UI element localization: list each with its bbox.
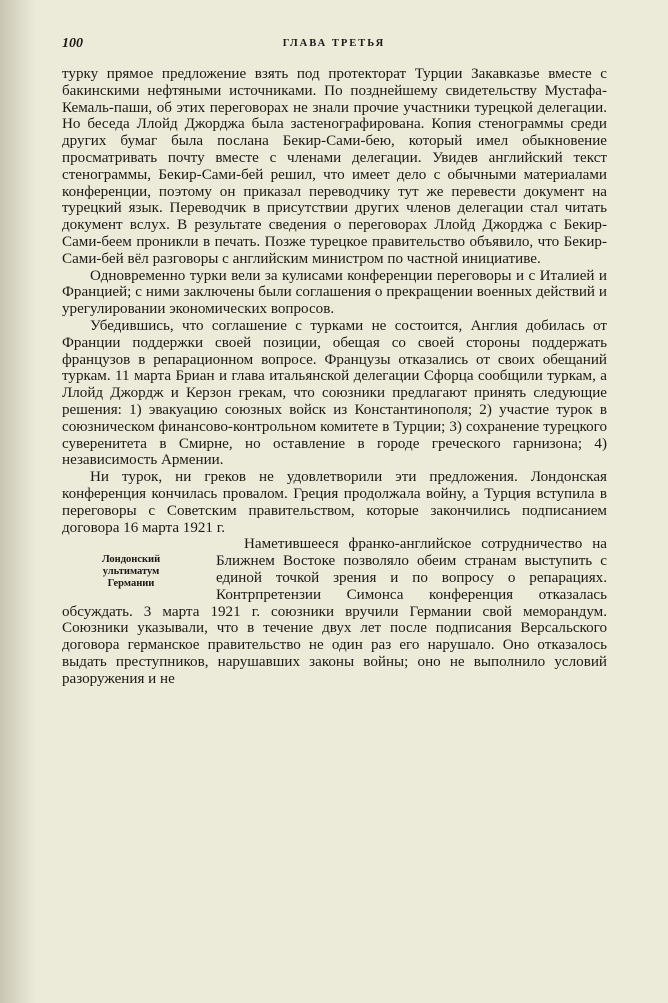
- margin-note-line-2: ультиматум: [102, 566, 160, 578]
- paragraph-5: Наметившееся франко-английское сотрудничество на Ближнем Востоке позволяло обеим странам выступить с единой точкой зрения и по вопросу о репарациях. Контрпретензии Симонса конференция отказалась обсуждать. 3 марта 1921 г. союзники вручили Германии свой меморандум. Союзники указывали, что в течение двух лет после подписания Версальского договора германское правительство не один раз его нарушало. Оно отказалось выдать преступников, нарушавших законы войны; оно не выполнило условий разоружения и не: [62, 536, 607, 687]
- paragraph-2: Одновременно турки вели за кулисами конференции переговоры и с Италией и Францией; с ними заключены были соглашения о прекращении военных действий и урегулировании экономических вопросов.: [62, 267, 607, 318]
- paragraph-3: Убедившись, что соглашение с турками не состоится, Англия добилась от Франции поддержки своей позиции, обещая со своей стороны поддержать французов в репарационном вопросе. Французы отказались от своих обещаний туркам. 11 марта Бриан и глава итальянской делегации Сфорца сообщили туркам, а Ллойд Джордж и Керзон грекам, что союзники предлагают принять следующие решения: 1) эвакуацию союзных войск из Константинополя; 2) участие турок в союзническом финансово-контрольном комитете в Турции; 3) сохранение турецкого суверенитета в Смирне, но оставление в городе греческого гарнизона; 4) независимость Армении.: [62, 317, 607, 469]
- margin-note: [62, 554, 206, 590]
- page-number: 100: [62, 36, 83, 51]
- paragraph-4: Ни турок, ни греков не удовлетворили эти предложения. Лондонская конференция кончилась провалом. Греция продолжала войну, а Турция вступила в переговоры с Советским правительством, которые закончились подписанием договора 16 марта 1921 г.: [62, 469, 607, 536]
- page-body: [62, 66, 607, 687]
- margin-note-line-3: Германии: [107, 578, 155, 590]
- paragraph-1: турку прямое предложение взять под протекторат Турции Закавказье вместе с бакинскими нефтяными источниками. По позднейшему свидетельству Мустафа-Кемаль-паши, об этих переговорах не знали прочие участники турецкой делегации. Но беседа Ллойд Джорджа была застенографирована. Копия стенограммы среди других бумаг была послана Бекир-Сами-бею, который имел обыкновение просматривать почту вместе с членами делегации. Увидев английский текст стенограммы, Бекир-Сами-бей решил, что имеет дело с обычными материалами конференции, поэтому он приказал переводчику тут же перевести документ на турецкий язык. Переводчик в присутствии других членов делегации стал читать документ вслух. В результате сведения о переговорах Ллойд Джорджа с Бекир-Сами-беем проникли в печать. Позже турецкое правительство объявило, что Бекир-Сами-бей вёл разговоры с английским министром по частной инициативе.: [62, 66, 607, 267]
- margin-note-line-1: Лондонский: [101, 554, 161, 566]
- margin-section: [62, 536, 607, 687]
- page-header: [62, 36, 606, 58]
- running-head: ГЛАВА ТРЕТЬЯ: [282, 38, 386, 49]
